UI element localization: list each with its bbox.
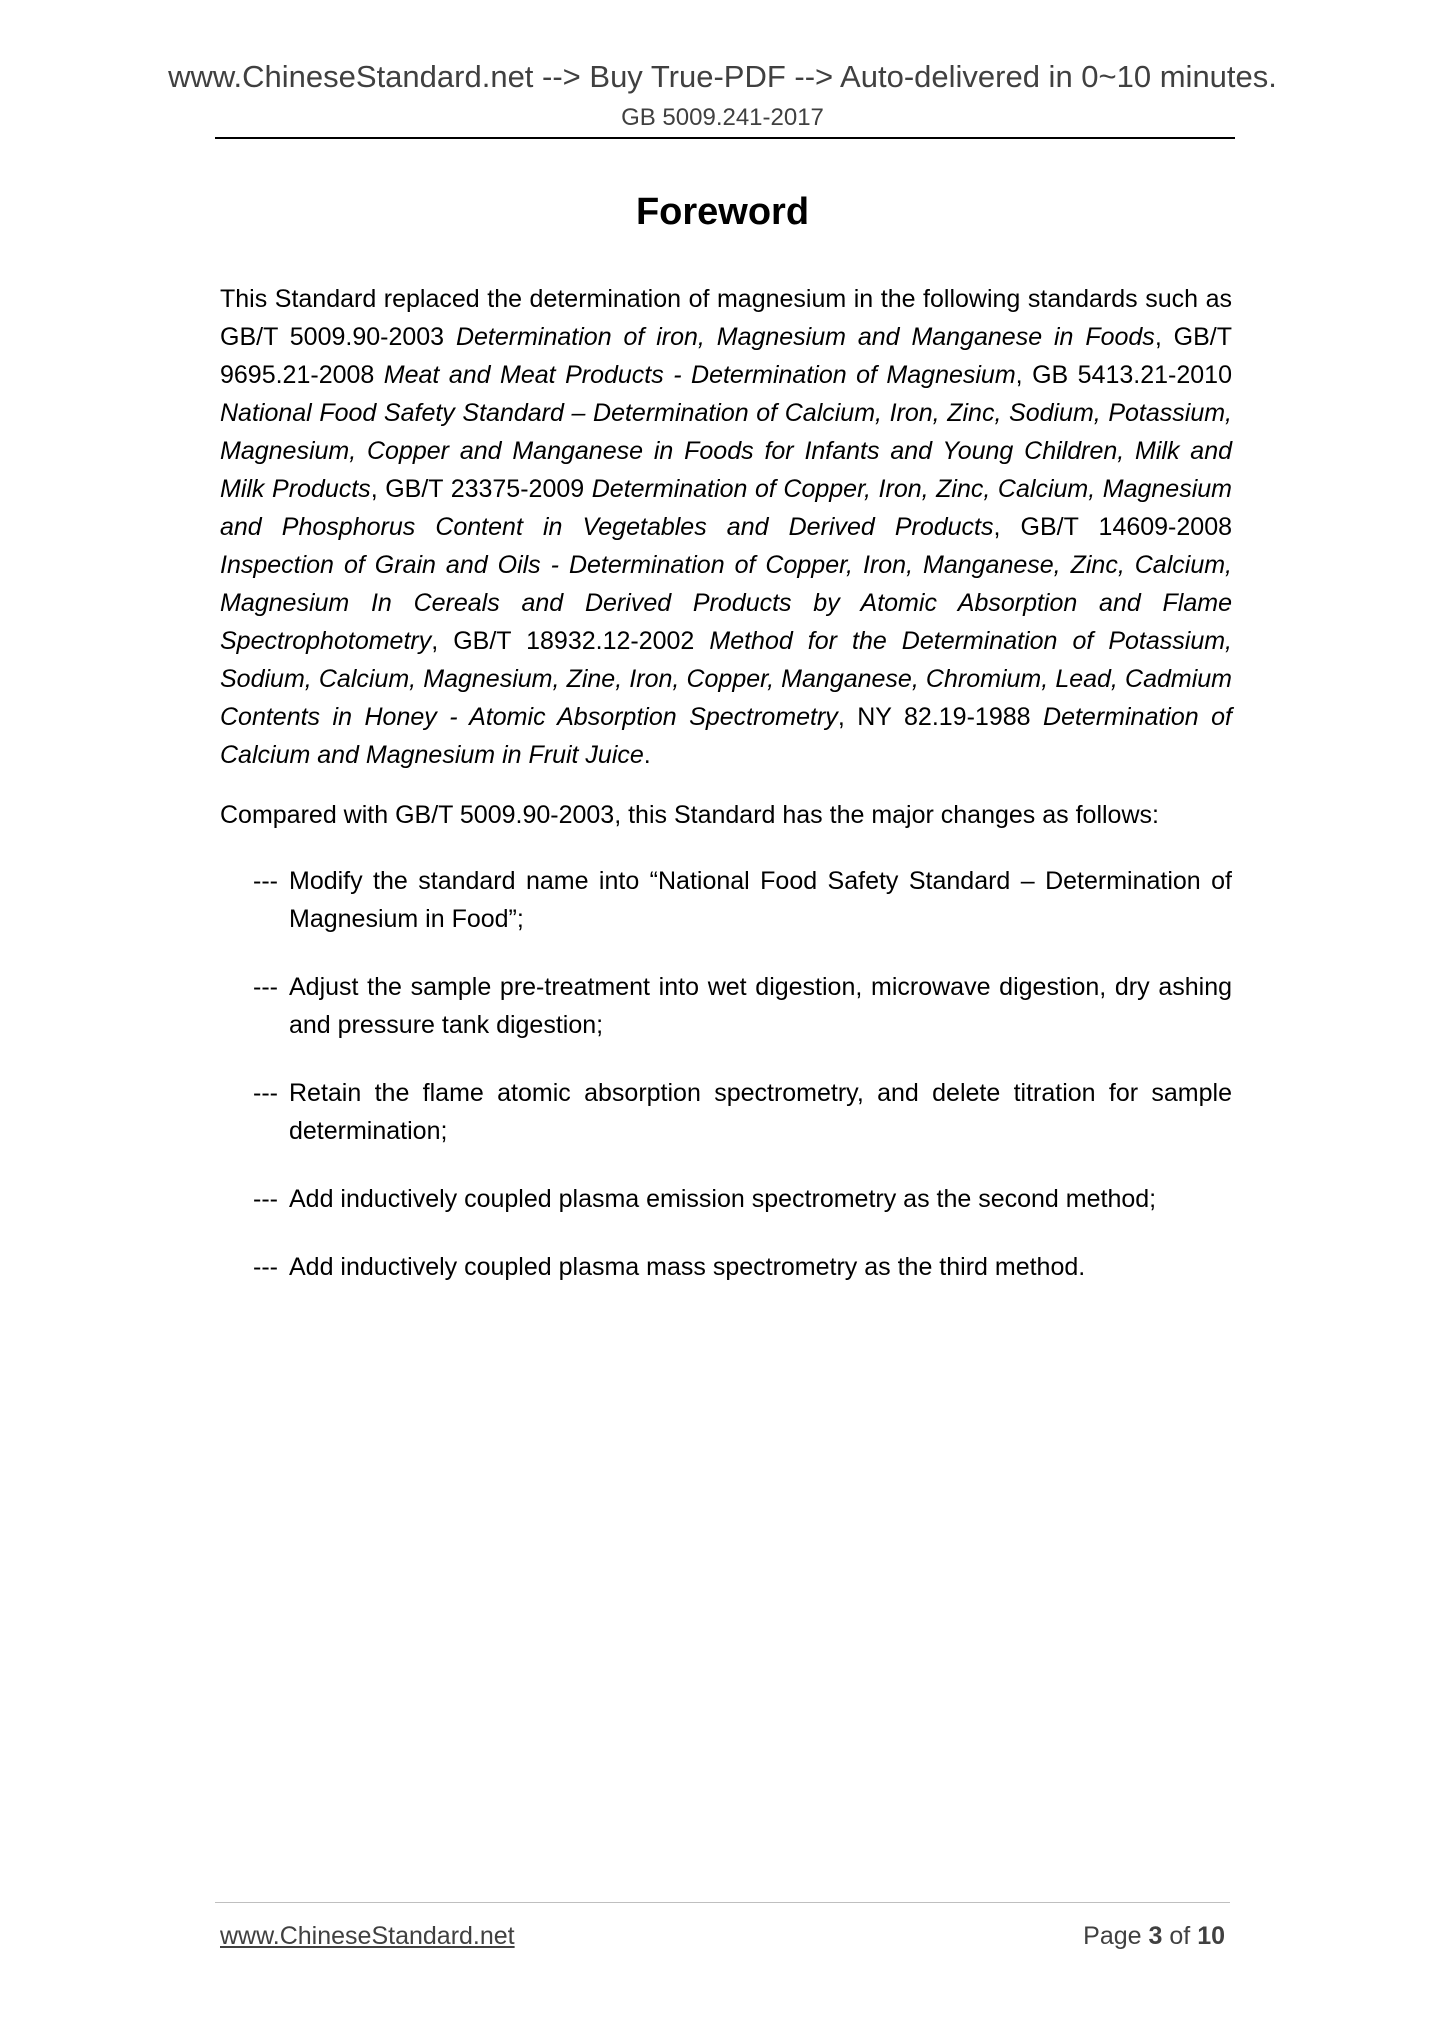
intro-segment: , GB/T 18932.12-2002: [431, 627, 710, 655]
intro-segment: This Standard replaced the determination of magnesium in the following standards such as GB/T 5009.90-2003: [220, 285, 1232, 351]
intro-segment: , GB 5413.21-2010: [1015, 361, 1232, 389]
page-prefix: Page: [1083, 1922, 1142, 1950]
list-item-text: Retain the flame atomic absorption spectrometry, and delete titration for sample determination;: [289, 1079, 1232, 1145]
list-item-text: Adjust the sample pre-treatment into wet digestion, microwave digestion, dry ashing and pressure tank digestion;: [289, 973, 1232, 1039]
list-marker: ---: [253, 973, 278, 1001]
list-marker: ---: [253, 867, 278, 895]
list-item-text: Add inductively coupled plasma emission spectrometry as the second method;: [289, 1185, 1157, 1213]
intro-segment-title: Meat and Meat Products - Determination of Magnesium: [383, 361, 1016, 389]
footer-divider: [215, 1902, 1230, 1903]
intro-segment-title: Method for the Determination of Potassium, Sodium, Calcium, Magnesium, Zine, Iron, Copper, Manganese, Chromium, Lead, Cadmium Contents in Honey - Atomic Absorption Spectrometry: [220, 627, 1232, 731]
list-item: [220, 1248, 1232, 1286]
list-marker: ---: [253, 1253, 278, 1281]
intro-segment: , NY 82.19-1988: [837, 703, 1044, 731]
intro-segment-title: Inspection of Grain and Oils - Determination of Copper, Iron, Manganese, Zinc, Calcium, Magnesium In Cereals and Derived Products by Atomic Absorption and Flame Spectrophotometry: [220, 551, 1232, 655]
list-item-text: Add inductively coupled plasma mass spectrometry as the third method.: [289, 1253, 1086, 1281]
header-banner: www.ChineseStandard.net --> Buy True-PDF --> Auto-delivered in 0~10 minutes.: [168, 59, 1277, 94]
list-item: [220, 862, 1232, 938]
page-current: 3: [1148, 1922, 1163, 1950]
intro-segment: , GB/T 9695.21-2008: [220, 323, 1232, 389]
list-item: [220, 1180, 1232, 1218]
changes-intro: Compared with GB/T 5009.90-2003, this Standard has the major changes as follows:: [220, 801, 1159, 829]
intro-paragraph: [220, 280, 1232, 774]
page-number: [1083, 1920, 1225, 1952]
intro-segment: , GB/T 14609-2008: [993, 513, 1232, 541]
page-total: 10: [1197, 1922, 1225, 1950]
intro-segment: , GB/T 23375-2009: [370, 475, 592, 503]
list-marker: ---: [253, 1079, 278, 1107]
list-item: [220, 1074, 1232, 1150]
list-item: [220, 968, 1232, 1044]
intro-segment-title: Determination of iron, Magnesium and Manganese in Foods: [455, 323, 1155, 351]
intro-segment-title: National Food Safety Standard – Determination of Calcium, Iron, Zinc, Sodium, Potassium, Magnesium, Copper and Manganese in Foods for Infants and Young Children, Milk and Milk Products: [220, 399, 1232, 503]
page-title: Foreword: [635, 191, 810, 233]
intro-segment: .: [643, 741, 651, 769]
list-item-text: Modify the standard name into “National Food Safety Standard – Determination of Magnesium in Food”;: [289, 867, 1232, 933]
page-of: of: [1169, 1922, 1191, 1950]
foreword-body: [220, 280, 1232, 1316]
footer-website-link[interactable]: www.ChineseStandard.net: [220, 1922, 515, 1950]
intro-segment-title: Determination of Calcium and Magnesium in Fruit Juice: [220, 703, 1233, 769]
intro-segment-title: Determination of Copper, Iron, Zinc, Calcium, Magnesium and Phosphorus Content in Vegetables and Derived Products: [220, 475, 1232, 541]
changes-list: [220, 862, 1232, 1286]
document-code: GB 5009.241-2017: [621, 104, 824, 131]
list-marker: ---: [253, 1185, 278, 1213]
header-divider: [215, 137, 1235, 139]
